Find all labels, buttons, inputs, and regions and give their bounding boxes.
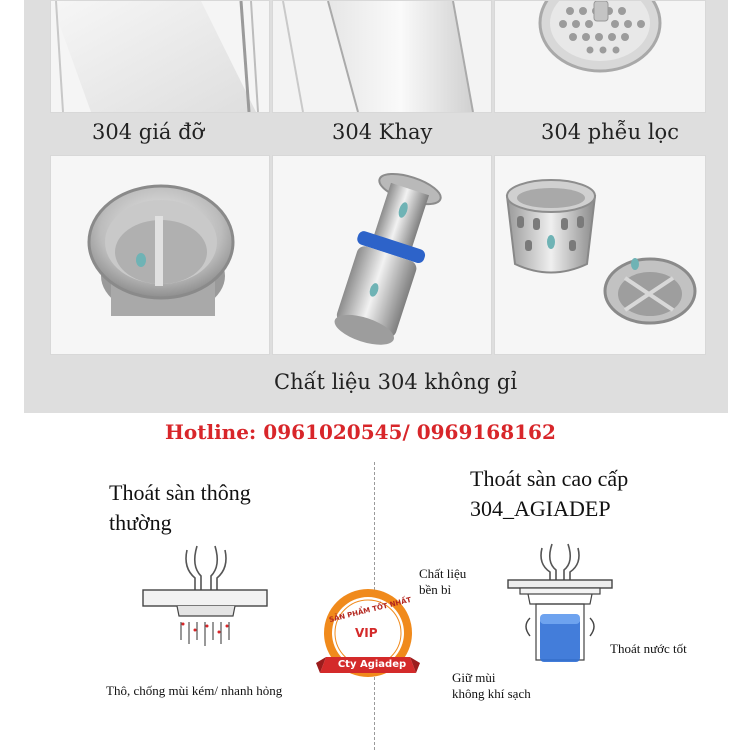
hotline-text: Hotline: 0961020545/ 0969168162 xyxy=(165,420,556,444)
filter-photo xyxy=(494,0,706,113)
filter-cup-photo xyxy=(494,155,706,355)
standard-drain-title xyxy=(109,478,251,538)
holder-caption: 304 giá đỡ xyxy=(92,120,205,144)
premium-drain-title-line1: Thoát sàn cao cấp xyxy=(470,466,629,491)
good-drainage-label: Thoát nước tốt xyxy=(610,641,687,656)
odor-block-label xyxy=(452,670,531,702)
badge-vip: VIP xyxy=(355,626,378,640)
badge-arc-text: SẢN PHẨM TỐT NHẤT xyxy=(328,595,413,625)
best-product-badge xyxy=(310,585,430,695)
holder-photo xyxy=(50,0,270,113)
material-caption: Chất liệu 304 không gỉ xyxy=(274,370,518,394)
standard-drain-diagram xyxy=(135,540,275,650)
core-plug-photo xyxy=(272,155,492,355)
durable-material-line1: Chất liệu xyxy=(419,566,467,581)
odor-block-line1: Giữ mùi xyxy=(452,670,496,685)
standard-drain-note: Thô, chống mùi kém/ nhanh hỏng xyxy=(106,683,283,698)
odor-block-line2: không khí sạch xyxy=(452,686,531,701)
filter-caption: 304 phễu lọc xyxy=(541,120,679,144)
premium-drain-diagram xyxy=(500,540,620,670)
tray-caption: 304 Khay xyxy=(332,120,433,144)
standard-drain-title-line2: thường xyxy=(109,510,172,535)
badge-company: Cty Agiadep xyxy=(337,659,407,670)
standard-drain-title-line1: Thoát sàn thông xyxy=(109,480,251,505)
premium-drain-title-line2: 304_AGIADEP xyxy=(470,496,611,521)
tray-photo xyxy=(272,0,492,113)
durable-material-label xyxy=(419,566,466,598)
premium-drain-title xyxy=(470,464,628,524)
drain-body-photo xyxy=(50,155,270,355)
durable-material-line2: bền bỉ xyxy=(419,582,452,597)
